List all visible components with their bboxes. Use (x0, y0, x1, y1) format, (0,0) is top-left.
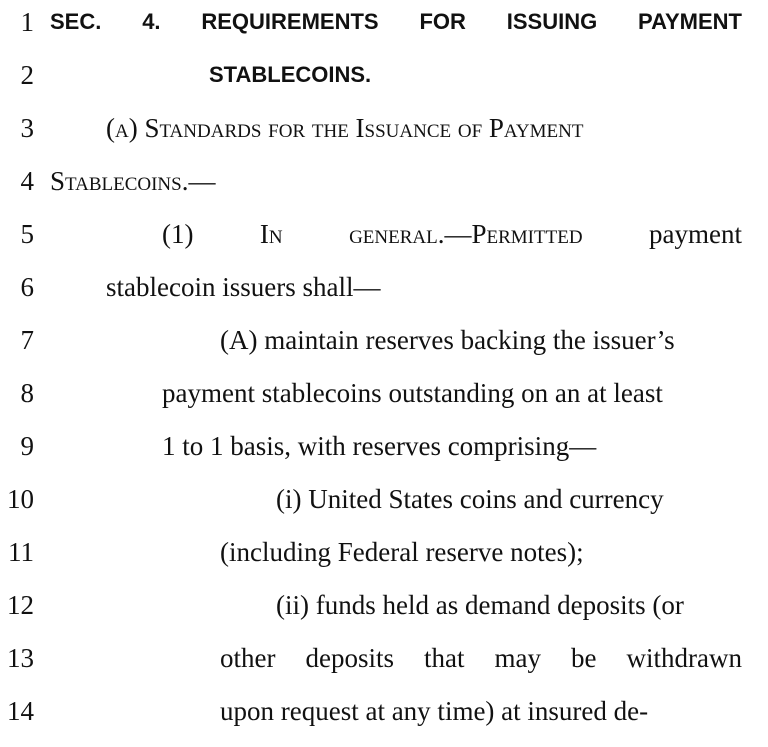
line-number: 13 (7, 643, 34, 673)
bill-line-14 (0, 691, 768, 731)
paragraph-heading (162, 214, 742, 254)
bill-line-8 (0, 373, 768, 413)
body-text: (i) United States coins and currency (276, 484, 664, 514)
line-number: 7 (20, 325, 34, 355)
paragraph-word: payment (648, 219, 742, 249)
body-word: that (424, 643, 465, 673)
line-number: 14 (7, 696, 34, 726)
body-text: payment stablecoins outstanding on an at least (162, 378, 663, 408)
line-number: 11 (8, 537, 34, 567)
section-heading-continued: STABLECOINS. (209, 62, 372, 87)
body-text (220, 638, 742, 678)
line-number: 8 (20, 378, 34, 408)
bill-line-3 (0, 108, 768, 148)
heading-word: ISSUING (506, 9, 598, 34)
paragraph-word: general.—Permitted (349, 219, 583, 249)
bill-line-13 (0, 638, 768, 678)
bill-line-9 (0, 426, 768, 466)
bill-line-12 (0, 585, 768, 625)
line-number: 3 (20, 113, 34, 143)
line-number: 10 (7, 484, 34, 514)
subsection-heading-continued: Stablecoins.— (50, 166, 216, 196)
heading-word: REQUIREMENTS (201, 9, 379, 34)
paragraph-word: In (259, 219, 283, 249)
section-heading (50, 2, 742, 42)
body-text: upon request at any time) at insured de- (220, 696, 649, 726)
body-word: deposits (305, 643, 394, 673)
bill-line-11 (0, 532, 768, 572)
subsection-heading: (a) Standards for the Issuance of Payment (106, 113, 584, 143)
bill-line-1 (0, 2, 768, 42)
line-number: 4 (20, 166, 34, 196)
bill-line-2 (0, 55, 768, 95)
line-number: 12 (7, 590, 34, 620)
body-word: be (571, 643, 597, 673)
bill-line-10 (0, 479, 768, 519)
paragraph-word: (1) (162, 219, 194, 249)
body-text: (A) maintain reserves backing the issuer’s (220, 325, 675, 355)
heading-word: FOR (419, 9, 466, 34)
bill-line-7 (0, 320, 768, 360)
line-number: 6 (20, 272, 34, 302)
body-word: withdrawn (626, 643, 742, 673)
line-number: 2 (20, 60, 34, 90)
heading-word: PAYMENT (638, 9, 742, 34)
bill-line-4 (0, 161, 768, 201)
line-number: 1 (20, 7, 34, 37)
bill-line-5 (0, 214, 768, 254)
bill-line-6 (0, 267, 768, 307)
line-number: 9 (20, 431, 34, 461)
body-text: (ii) funds held as demand deposits (or (276, 590, 684, 620)
body-text: stablecoin issuers shall— (106, 272, 381, 302)
body-word: may (494, 643, 541, 673)
body-word: other (220, 643, 276, 673)
body-text: (including Federal reserve notes); (220, 537, 584, 567)
body-text: 1 to 1 basis, with reserves comprising— (162, 431, 597, 461)
heading-word: SEC. (50, 9, 102, 34)
line-number: 5 (20, 219, 34, 249)
heading-word: 4. (142, 9, 161, 34)
